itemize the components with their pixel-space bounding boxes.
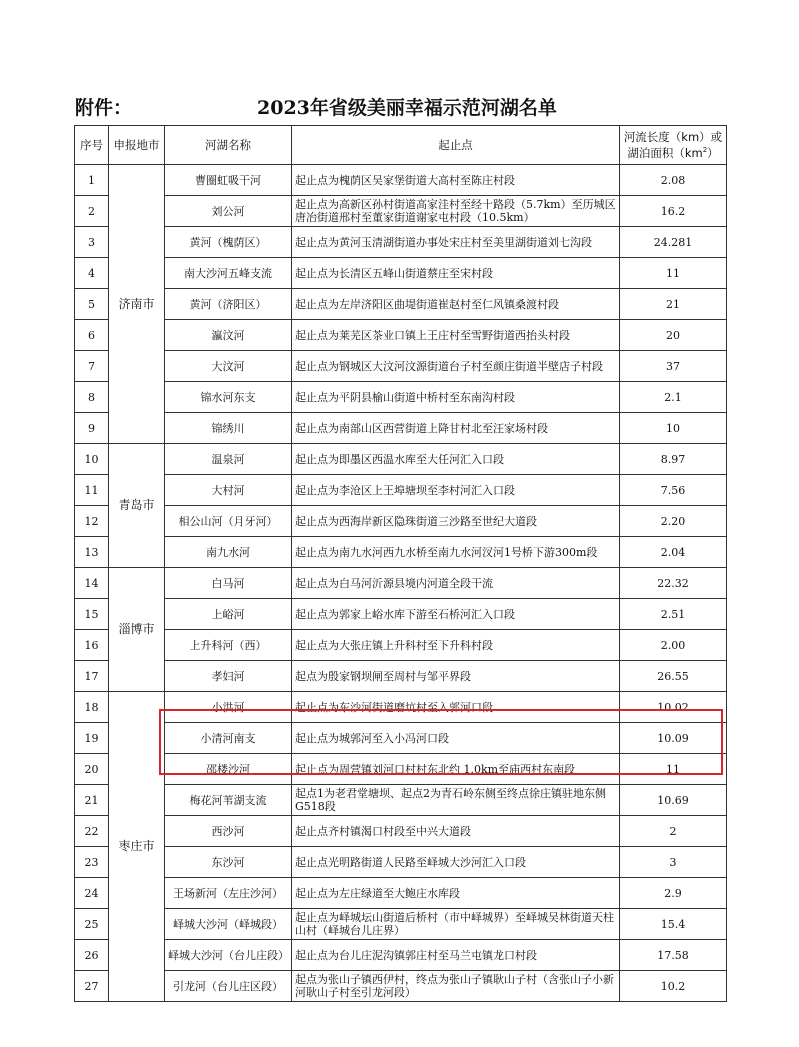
table-row <box>75 258 727 289</box>
table-row <box>75 630 727 661</box>
river-length: 17.58 <box>620 940 727 971</box>
river-name: 锦水河东支 <box>165 382 292 413</box>
river-length: 20 <box>620 320 727 351</box>
river-name: 刘公河 <box>165 196 292 227</box>
river-name: 黄河（济阳区） <box>165 289 292 320</box>
river-length: 16.2 <box>620 196 727 227</box>
river-range: 起止点为城郭河至入小冯河口段 <box>292 723 620 754</box>
river-name: 瀛汶河 <box>165 320 292 351</box>
river-length: 10.09 <box>620 723 727 754</box>
river-range: 起止点为南部山区西营街道上降甘村北至汪家场村段 <box>292 413 620 444</box>
row-number: 9 <box>75 413 109 444</box>
river-name: 小洪河 <box>165 692 292 723</box>
river-range: 起止点为左庄绿道至大鲍庄水库段 <box>292 878 620 909</box>
river-name: 南大沙河五峰支流 <box>165 258 292 289</box>
row-number: 13 <box>75 537 109 568</box>
row-number: 16 <box>75 630 109 661</box>
header-length-close: ） <box>707 145 719 160</box>
table-row <box>75 909 727 940</box>
river-range: 起止点为峄城坛山街道后桥村（市中峄城界）至峄城吴林街道天柱山村（峄城台儿庄界） <box>292 909 620 940</box>
river-name: 曹圈虹吸干河 <box>165 165 292 196</box>
table-row <box>75 382 727 413</box>
row-number: 15 <box>75 599 109 630</box>
table-row <box>75 320 727 351</box>
river-length: 2.9 <box>620 878 727 909</box>
river-range: 起止点齐村镇渴口村段至中兴大道段 <box>292 816 620 847</box>
row-number: 17 <box>75 661 109 692</box>
river-length: 3 <box>620 847 727 878</box>
page-title: 2023年省级美丽幸福示范河湖名单 <box>257 97 557 119</box>
river-length: 21 <box>620 289 727 320</box>
river-length: 2.04 <box>620 537 727 568</box>
river-length: 15.4 <box>620 909 727 940</box>
river-range: 起止点为西海岸新区隐珠街道三沙路至世纪大道段 <box>292 506 620 537</box>
river-range: 起止点为槐荫区吴家堡街道大高村至陈庄村段 <box>292 165 620 196</box>
river-name: 王场新河（左庄沙河） <box>165 878 292 909</box>
row-number: 3 <box>75 227 109 258</box>
river-length: 8.97 <box>620 444 727 475</box>
table-row <box>75 661 727 692</box>
table-row <box>75 847 727 878</box>
table-row <box>75 289 727 320</box>
row-number: 20 <box>75 754 109 785</box>
river-name: 峄城大沙河（台儿庄段） <box>165 940 292 971</box>
city-cell: 枣庄市 <box>109 692 165 1002</box>
river-length: 24.281 <box>620 227 727 258</box>
river-range: 起止点为周营镇刘河口村村东北约 1.0km至庙西村东南段 <box>292 754 620 785</box>
row-number: 26 <box>75 940 109 971</box>
river-length: 11 <box>620 258 727 289</box>
river-range: 起止点光明路街道人民路至峄城大沙河汇入口段 <box>292 847 620 878</box>
table-body <box>75 165 727 1002</box>
table-row <box>75 940 727 971</box>
river-length: 10.02 <box>620 692 727 723</box>
river-range: 起止点为平阴县榆山街道中桥村至东南沟村段 <box>292 382 620 413</box>
river-range: 起止点为高新区孙村街道高家洼村至经十路段（5.7km）至历城区唐冶街道邢村至董家街道谢家屯村段（10.5km） <box>292 196 620 227</box>
river-range: 起止点为大张庄镇上升科村至下升科村段 <box>292 630 620 661</box>
table-row <box>75 971 727 1002</box>
row-number: 6 <box>75 320 109 351</box>
table-row <box>75 196 727 227</box>
river-name: 西沙河 <box>165 816 292 847</box>
row-number: 11 <box>75 475 109 506</box>
table-row <box>75 723 727 754</box>
row-number: 12 <box>75 506 109 537</box>
table-row <box>75 165 727 196</box>
river-name: 梅花河苇湖支流 <box>165 785 292 816</box>
table-row <box>75 444 727 475</box>
table-row <box>75 878 727 909</box>
river-range: 起止点为台儿庄泥沟镇郭庄村至马兰屯镇龙口村段 <box>292 940 620 971</box>
city-cell: 济南市 <box>109 165 165 444</box>
river-length: 2 <box>620 816 727 847</box>
table-row <box>75 754 727 785</box>
river-length: 22.32 <box>620 568 727 599</box>
river-name: 南九水河 <box>165 537 292 568</box>
river-range: 起止点为即墨区西温水库至大任河汇入口段 <box>292 444 620 475</box>
river-length: 2.1 <box>620 382 727 413</box>
river-range: 起止点为南九水河西九水桥至南九水河汊河1号桥下游300m段 <box>292 537 620 568</box>
header-name: 河湖名称 <box>165 126 292 165</box>
city-cell: 青岛市 <box>109 444 165 568</box>
river-range: 起止点为白马河沂源县境内河道全段干流 <box>292 568 620 599</box>
title-row <box>75 93 725 123</box>
river-length: 2.20 <box>620 506 727 537</box>
row-number: 10 <box>75 444 109 475</box>
river-range: 起点为张山子镇西伊村，终点为张山子镇耿山子村（含张山子小新河耿山子村至引龙河段） <box>292 971 620 1002</box>
river-length: 37 <box>620 351 727 382</box>
table-row <box>75 351 727 382</box>
row-number: 23 <box>75 847 109 878</box>
header-length-line1: 河流长度（km）或 <box>623 129 723 144</box>
header-length <box>620 126 727 165</box>
river-name: 东沙河 <box>165 847 292 878</box>
river-length: 2.08 <box>620 165 727 196</box>
row-number: 24 <box>75 878 109 909</box>
river-name: 相公山河（月牙河） <box>165 506 292 537</box>
river-range: 起止点为钢城区大汶河汶源街道台子村至颜庄街道半壁店子村段 <box>292 351 620 382</box>
river-name: 引龙河（台儿庄区段） <box>165 971 292 1002</box>
header-length-line2: 湖泊面积（km <box>627 145 703 160</box>
row-number: 7 <box>75 351 109 382</box>
table-row <box>75 227 727 258</box>
table-row <box>75 506 727 537</box>
river-name: 大汶河 <box>165 351 292 382</box>
row-number: 1 <box>75 165 109 196</box>
river-name: 峄城大沙河（峄城段） <box>165 909 292 940</box>
river-range: 起止点为郭家上峪水库下游至石桥河汇入口段 <box>292 599 620 630</box>
table-row <box>75 568 727 599</box>
river-range: 起止点为长清区五峰山街道蔡庄至宋村段 <box>292 258 620 289</box>
table-row <box>75 692 727 723</box>
row-number: 2 <box>75 196 109 227</box>
row-number: 19 <box>75 723 109 754</box>
table-row <box>75 599 727 630</box>
row-number: 22 <box>75 816 109 847</box>
row-number: 21 <box>75 785 109 816</box>
header-range: 起止点 <box>292 126 620 165</box>
row-number: 4 <box>75 258 109 289</box>
table-row <box>75 413 727 444</box>
river-length: 10.69 <box>620 785 727 816</box>
river-name: 大村河 <box>165 475 292 506</box>
river-length: 11 <box>620 754 727 785</box>
river-range: 起点1为老君堂塘坝、起点2为青石岭东侧至终点徐庄镇驻地东侧G518段 <box>292 785 620 816</box>
river-name: 小清河南支 <box>165 723 292 754</box>
river-name: 上升科河（西） <box>165 630 292 661</box>
table-row <box>75 537 727 568</box>
river-range: 起止点为李沧区上王埠塘坝至李村河汇入口段 <box>292 475 620 506</box>
river-name: 白马河 <box>165 568 292 599</box>
table-row <box>75 785 727 816</box>
header-length-sup: 2 <box>702 145 708 154</box>
row-number: 18 <box>75 692 109 723</box>
header-city: 申报地市 <box>109 126 165 165</box>
river-range: 起止点为东沙河街道磨坑村至入郭河口段 <box>292 692 620 723</box>
river-length: 7.56 <box>620 475 727 506</box>
river-lake-table <box>74 125 727 1002</box>
table-row <box>75 816 727 847</box>
river-length: 10 <box>620 413 727 444</box>
city-cell: 淄博市 <box>109 568 165 692</box>
header-no: 序号 <box>75 126 109 165</box>
river-name: 邵楼沙河 <box>165 754 292 785</box>
river-length: 26.55 <box>620 661 727 692</box>
river-length: 2.51 <box>620 599 727 630</box>
river-name: 上峪河 <box>165 599 292 630</box>
river-name: 锦绣川 <box>165 413 292 444</box>
river-name: 黄河（槐荫区） <box>165 227 292 258</box>
row-number: 25 <box>75 909 109 940</box>
river-range: 起点为殷家钢坝闸至周村与邹平界段 <box>292 661 620 692</box>
table-header-row <box>75 126 727 165</box>
table-row <box>75 475 727 506</box>
river-length: 2.00 <box>620 630 727 661</box>
river-name: 孝妇河 <box>165 661 292 692</box>
river-range: 起止点为左岸济阳区曲堤街道崔赵村至仁风镇桑渡村段 <box>292 289 620 320</box>
row-number: 27 <box>75 971 109 1002</box>
attachment-label: 附件： <box>75 97 133 119</box>
river-name: 温泉河 <box>165 444 292 475</box>
river-range: 起止点为黄河玉清湖街道办事处宋庄村至美里湖街道刘七沟段 <box>292 227 620 258</box>
river-range: 起止点为莱芜区茶业口镇上王庄村至雪野街道西抬头村段 <box>292 320 620 351</box>
river-length: 10.2 <box>620 971 727 1002</box>
row-number: 8 <box>75 382 109 413</box>
row-number: 14 <box>75 568 109 599</box>
row-number: 5 <box>75 289 109 320</box>
